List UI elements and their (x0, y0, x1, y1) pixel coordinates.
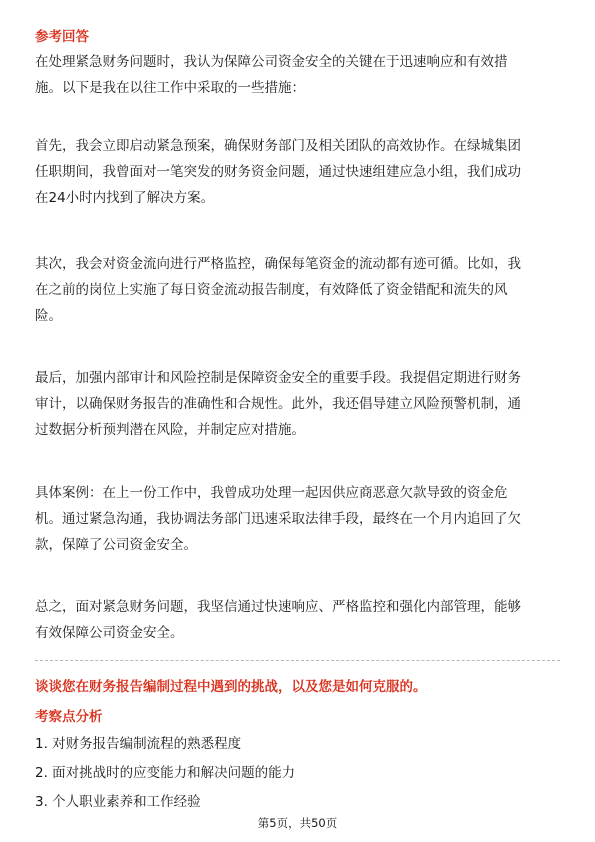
paragraph-line: 审计，以确保财务报告的准确性和合规性。此外，我还倡导建立风险预警机制，通 (35, 396, 521, 412)
paragraph-line: 机。通过紧急沟通，我协调法务部门迅速采取法律手段，最终在一个月内追回了欠 (35, 511, 521, 527)
paragraph-line: 有效保障公司资金安全。 (35, 625, 184, 641)
page-number: 第5页，共50页 (257, 816, 338, 830)
interview-question: 谈谈您在财务报告编制过程中遇到的挑战，以及您是如何克服的。 (35, 679, 427, 695)
reference-answer-heading: 参考回答 (35, 29, 89, 45)
paragraph-line: 在24小时内找到了解决方案。 (35, 190, 215, 206)
paragraph-line: 在处理紧急财务问题时，我认为保障公司资金安全的关键在于迅速响应和有效措 (35, 54, 508, 70)
paragraph-line: 具体案例：在上一份工作中，我曾成功处理一起因供应商恶意欠款导致的资金危 (35, 485, 508, 501)
analysis-point: 2. 面对挑战时的应变能力和解决问题的能力 (35, 765, 296, 781)
answer-paragraph-case (35, 480, 562, 558)
paragraph-line: 款，保障了公司资金安全。 (35, 537, 197, 553)
answer-paragraph-second (35, 251, 562, 329)
paragraph-line: 总之，面对紧急财务问题，我坚信通过快速响应、严格监控和强化内部管理，能够 (35, 599, 521, 615)
paragraph-line: 施。以下是我在以往工作中采取的一些措施： (35, 80, 305, 96)
paragraph-line: 首先，我会立即启动紧急预案，确保财务部门及相关团队的高效协作。在绿城集团 (35, 138, 521, 154)
paragraph-line: 任职期间，我曾面对一笔突发的财务资金问题，通过快速组建应急小组，我们成功 (35, 164, 521, 180)
paragraph-line: 险。 (35, 308, 62, 324)
analysis-point: 3. 个人职业素养和工作经验 (35, 794, 201, 810)
answer-paragraph-intro (35, 49, 562, 101)
analysis-heading: 考察点分析 (35, 709, 103, 725)
paragraph-line: 其次，我会对资金流向进行严格监控，确保每笔资金的流动都有迹可循。比如，我 (35, 256, 521, 272)
answer-paragraph-first (35, 133, 562, 211)
answer-paragraph-summary (35, 594, 562, 646)
paragraph-line: 过数据分析预判潜在风险，并制定应对措施。 (35, 422, 305, 438)
analysis-point: 1. 对财务报告编制流程的熟悉程度 (35, 736, 242, 752)
paragraph-line: 最后，加强内部审计和风险控制是保障资金安全的重要手段。我提倡定期进行财务 (35, 370, 521, 386)
answer-paragraph-third (35, 365, 562, 443)
paragraph-line: 在之前的岗位上实施了每日资金流动报告制度，有效降低了资金错配和流失的风 (35, 282, 508, 298)
section-divider (35, 660, 560, 661)
